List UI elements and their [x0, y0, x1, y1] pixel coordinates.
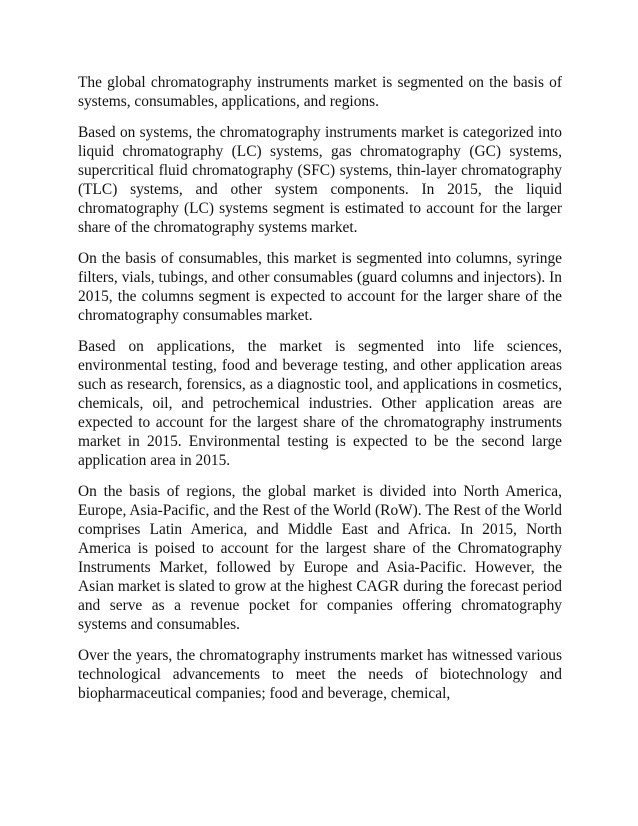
paragraph-applications: Based on applications, the market is segmented into life sciences, environmental testing, food and beverage testing, and other application areas such as research, forensics, as a diagnostic tool, and applications in cosmetics, chemicals, oil, and petrochemical industries. Other application areas are expected to account for the largest share of the chromatography instruments market in 2015. Environmental testing is expected to be the second large application area in 2015. [78, 338, 562, 469]
document-body [78, 73, 562, 715]
paragraph-segmentation-overview: The global chromatography instruments market is segmented on the basis of systems, consumables, applications, and regions. [78, 74, 562, 110]
paragraph-consumables: On the basis of consumables, this market is segmented into columns, syringe filters, vials, tubings, and other consumables (guard columns and injectors). In 2015, the columns segment is expected to account for the larger share of the chromatography consumables market. [78, 250, 562, 324]
paragraph-technological-advancements: Over the years, the chromatography instruments market has witnessed various technological advancements to meet the needs of biotechnology and biopharmaceutical companies; food and beverage, chemical, [78, 647, 562, 702]
paragraph-systems: Based on systems, the chromatography instruments market is categorized into liquid chromatography (LC) systems, gas chromatography (GC) systems, supercritical fluid chromatography (SFC) systems, thin-layer chromatography (TLC) systems, and other system components. In 2015, the liquid chromatography (LC) systems segment is estimated to account for the larger share of the chromatography systems market. [78, 124, 562, 236]
paragraph-regions: On the basis of regions, the global market is divided into North America, Europe, Asia-Pacific, and the Rest of the World (RoW). The Rest of the World comprises Latin America, and Middle East and Africa. In 2015, North America is poised to account for the largest share of the Chromatography Instruments Market, followed by Europe and Asia-Pacific. However, the Asian market is slated to grow at the highest CAGR during the forecast period and serve as a revenue pocket for companies offering chromatography systems and consumables. [78, 483, 562, 633]
